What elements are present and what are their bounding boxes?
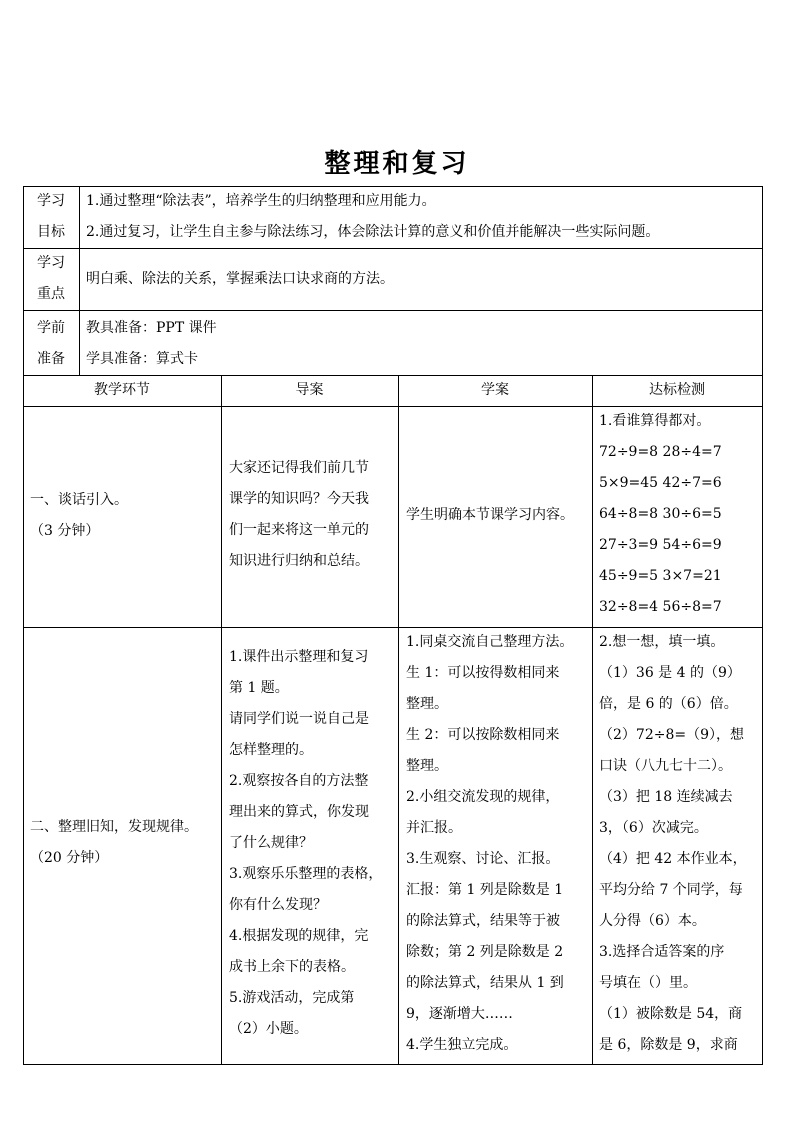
guide-line: 成书上余下的表格。 [229, 959, 355, 975]
study-line: 的除法算式，结果等于被 [406, 913, 560, 929]
check-line: 3，（6）次减完。 [599, 820, 708, 836]
table-rule [23, 248, 763, 249]
study-line: 1.同桌交流自己整理方法。 [406, 634, 574, 650]
study-line: 4.学生独立完成。 [406, 1037, 518, 1053]
check-line: 号填在（）里。 [599, 975, 697, 991]
focus-content [86, 264, 394, 295]
stage-line: 一、谈话引入。 [30, 492, 128, 508]
check-line: 72÷9=8 28÷4=7 [599, 444, 722, 460]
study-line: 学生明确本节课学习内容。 [406, 507, 574, 523]
table-rule [23, 1064, 763, 1065]
guide-line: 1.课件出示整理和复习 [229, 649, 369, 665]
guide-line: 理出来的算式，你发现 [229, 804, 369, 820]
study-line: 汇报：第 1 列是除数是 1 [406, 882, 564, 898]
table-rule [762, 186, 763, 1065]
check-line: 27÷3=9 54÷6=9 [599, 537, 722, 553]
prep-line: 学具准备：算式卡 [86, 351, 198, 367]
focus-label-line: 学习 [37, 255, 65, 271]
section2-guide [229, 642, 382, 1045]
guide-line: 2.观察按各自的方法整 [229, 773, 369, 789]
guide-line: 4.根据发现的规律，完 [229, 928, 369, 944]
header-guide: 导案 [295, 382, 324, 398]
guide-line: 请同学们说一说自己是 [229, 711, 369, 727]
check-line: （1）被除数是 54，商 [599, 1006, 743, 1022]
header-check: 达标检测 [649, 382, 705, 398]
guide-line: 3.观察乐乐整理的表格， [229, 866, 383, 882]
section2-study [406, 627, 573, 1061]
check-line: 5×9=45 42÷7=6 [599, 475, 722, 491]
check-line: 2.想一想，填一填。 [599, 634, 725, 650]
check-line: （4）把 42 本作业本， [599, 851, 747, 867]
goals-label [23, 186, 79, 248]
guide-line: 课学的知识吗？今天我 [229, 491, 369, 507]
prep-label [23, 313, 79, 375]
study-line: 整理。 [406, 696, 448, 712]
check-line: 倍，是 6 的（6）倍。 [599, 696, 738, 712]
section1-guide [229, 453, 369, 577]
prep-label-line: 学前 [37, 320, 65, 336]
stage-line: （20 分钟） [30, 850, 109, 866]
guide-line: 们一起来将这一单元的 [229, 522, 369, 538]
guide-line: （2）小题。 [229, 1021, 308, 1037]
study-line: 的除法算式，结果从 1 到 [406, 975, 564, 991]
check-line: 平均分给 7 个同学，每 [599, 882, 743, 898]
study-line: 整理。 [406, 758, 448, 774]
table-rule [592, 375, 593, 1065]
goal-line: 1.通过整理“除法表”，培养学生的归纳整理和应用能力。 [86, 193, 436, 209]
table-rule [221, 375, 222, 1065]
focus-text: 明白乘、除法的关系，掌握乘法口诀求商的方法。 [86, 271, 394, 287]
check-line: 是 6，除数是 9，求商 [599, 1037, 738, 1053]
study-line: 生 2：可以按除数相同来 [406, 727, 560, 743]
section1-stage [30, 485, 128, 547]
study-line: 除数；第 2 列是除数是 2 [406, 944, 564, 960]
section1-check [599, 406, 722, 623]
check-line: 人分得（6）本。 [599, 913, 706, 929]
page-title: 整理和复习 [324, 149, 470, 179]
guide-line: 第 1 题。 [229, 680, 289, 696]
check-line: 1.看谁算得都对。 [599, 413, 711, 429]
section2-check [599, 627, 747, 1061]
check-line: （2）72÷8=（9），想 [599, 727, 744, 743]
check-line: 64÷8=8 30÷6=5 [599, 506, 722, 522]
header-stage: 教学环节 [94, 382, 150, 398]
guide-line: 5.游戏活动，完成第 [229, 990, 355, 1006]
goals-label-line: 学习 [37, 193, 65, 209]
stage-line: 二、整理旧知，发现规律。 [30, 819, 198, 835]
goals-content [86, 186, 659, 248]
section2-stage [30, 812, 198, 874]
goals-label-line: 目标 [37, 224, 65, 240]
table-rule [398, 375, 399, 1065]
guide-line: 知识进行归纳和总结。 [229, 553, 369, 569]
check-line: 45÷9=5 3×7=21 [599, 568, 722, 584]
study-line: 3.生观察、讨论、汇报。 [406, 851, 560, 867]
study-line: 9，逐渐增大…… [406, 1006, 513, 1022]
goal-line: 2.通过复习，让学生自主参与除法练习，体会除法计算的意义和价值并能解决一些实际问题。 [86, 224, 660, 240]
section1-study [406, 500, 574, 531]
guide-line: 了什么规律？ [229, 835, 313, 851]
header-study: 学案 [481, 382, 509, 398]
stage-line: （3 分钟） [30, 523, 100, 539]
check-line: 32÷8=4 56÷8=7 [599, 599, 722, 615]
study-line: 并汇报。 [406, 820, 462, 836]
check-line: （1）36 是 4 的（9） [599, 665, 741, 681]
study-line: 2.小组交流发现的规律， [406, 789, 560, 805]
table-rule [79, 186, 80, 375]
table-rule [23, 310, 763, 311]
prep-content [86, 313, 217, 375]
guide-line: 大家还记得我们前几节 [229, 460, 369, 476]
check-line: （3）把 18 连续减去 [599, 789, 733, 805]
check-line: 口诀（八九七十二）。 [599, 758, 732, 774]
guide-line: 怎样整理的。 [229, 742, 313, 758]
check-line: 3.选择合适答案的序 [599, 944, 725, 960]
focus-label-line: 重点 [37, 286, 65, 302]
focus-label [23, 248, 79, 310]
guide-line: 你有什么发现？ [229, 897, 327, 913]
prep-label-line: 准备 [37, 351, 65, 367]
study-line: 生 1：可以按得数相同来 [406, 665, 560, 681]
prep-line: 教具准备：PPT 课件 [86, 320, 217, 336]
